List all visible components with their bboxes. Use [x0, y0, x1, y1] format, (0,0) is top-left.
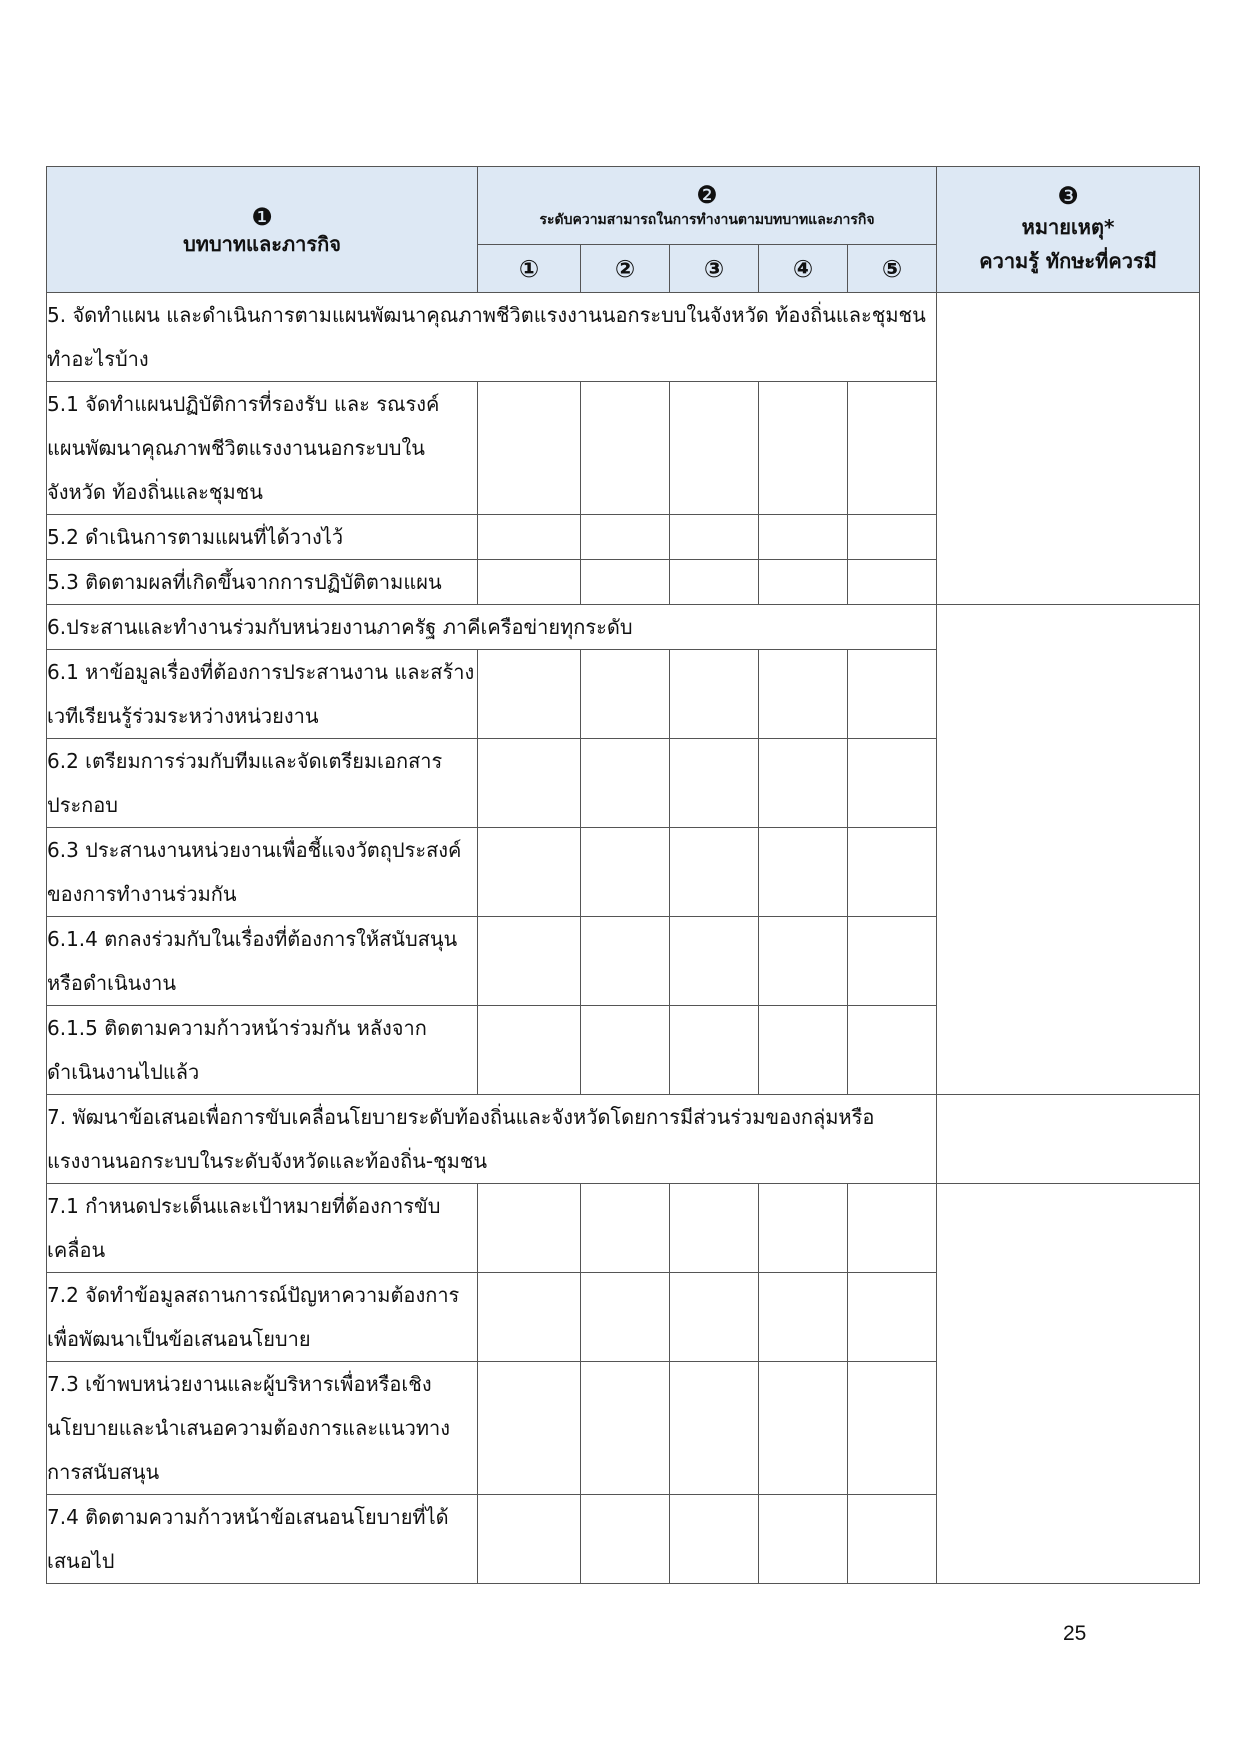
scale-level-1: ①	[478, 245, 581, 293]
rating-cell-1[interactable]	[478, 1273, 581, 1362]
remarks-subheading: ความรู้ ทักษะที่ควรมี	[979, 248, 1157, 273]
rating-cell-3[interactable]	[670, 739, 759, 828]
page-number: 25	[1063, 1622, 1087, 1645]
marker-2: ❷	[696, 181, 718, 209]
scale-level-2: ②	[581, 245, 670, 293]
rating-cell-2[interactable]	[581, 515, 670, 560]
header-roles	[47, 167, 478, 293]
rating-cell-3[interactable]	[670, 917, 759, 1006]
rating-cell-3[interactable]	[670, 515, 759, 560]
remarks-cell[interactable]	[937, 293, 1200, 605]
rating-cell-1[interactable]	[478, 1495, 581, 1584]
rating-cell-4[interactable]	[759, 650, 848, 739]
marker-1: ❶	[251, 202, 273, 231]
rating-cell-2[interactable]	[581, 560, 670, 605]
competency-assessment-table	[46, 166, 1200, 1584]
rating-cell-1[interactable]	[478, 739, 581, 828]
rating-cell-4[interactable]	[759, 1273, 848, 1362]
scale-level-3: ③	[670, 245, 759, 293]
scale-level-4: ④	[759, 245, 848, 293]
rating-cell-5[interactable]	[848, 917, 937, 1006]
rating-cell-4[interactable]	[759, 1362, 848, 1495]
rating-cell-1[interactable]	[478, 560, 581, 605]
competency-level-heading: ระดับความสามารถในการทำงานตามบทบาทและภารกิจ	[539, 212, 875, 228]
rating-cell-4[interactable]	[759, 382, 848, 515]
rating-cell-4[interactable]	[759, 1184, 848, 1273]
rating-cell-4[interactable]	[759, 1495, 848, 1584]
rating-cell-5[interactable]	[848, 1273, 937, 1362]
task-item: 6.2 เตรียมการร่วมกับทีมและจัดเตรียมเอกสารประกอบ	[47, 739, 478, 828]
task-item: 5.1 จัดทำแผนปฏิบัติการที่รองรับ และ รณรงค์แผนพัฒนาคุณภาพชีวิตแรงงานนอกระบบในจังหวัด ท้องถิ่นและชุมชน	[47, 382, 478, 515]
rating-cell-5[interactable]	[848, 1184, 937, 1273]
rating-cell-3[interactable]	[670, 1184, 759, 1273]
rating-cell-1[interactable]	[478, 917, 581, 1006]
rating-cell-5[interactable]	[848, 1006, 937, 1095]
marker-3: ❸	[1057, 181, 1079, 210]
rating-cell-3[interactable]	[670, 560, 759, 605]
rating-cell-2[interactable]	[581, 650, 670, 739]
rating-cell-2[interactable]	[581, 382, 670, 515]
task-item: 7.1 กำหนดประเด็นและเป้าหมายที่ต้องการขับเคลื่อน	[47, 1184, 478, 1273]
task-item: 7.4 ติดตามความก้าวหน้าข้อเสนอนโยบายที่ได้เสนอไป	[47, 1495, 478, 1584]
rating-cell-5[interactable]	[848, 560, 937, 605]
task-item: 6.3 ประสานงานหน่วยงานเพื่อชี้แจงวัตถุประสงค์ของการทำงานร่วมกัน	[47, 828, 478, 917]
task-item: 6.1 หาข้อมูลเรื่องที่ต้องการประสานงาน และสร้างเวทีเรียนรู้ร่วมระหว่างหน่วยงาน	[47, 650, 478, 739]
rating-cell-4[interactable]	[759, 1006, 848, 1095]
remarks-cell[interactable]	[937, 605, 1200, 1095]
rating-cell-2[interactable]	[581, 739, 670, 828]
task-item: 7.2 จัดทำข้อมูลสถานการณ์ปัญหาความต้องการเพื่อพัฒนาเป็นข้อเสนอนโยบาย	[47, 1273, 478, 1362]
rating-cell-5[interactable]	[848, 1362, 937, 1495]
rating-cell-3[interactable]	[670, 1362, 759, 1495]
remarks-heading: หมายเหตุ*	[1021, 214, 1115, 239]
rating-cell-4[interactable]	[759, 739, 848, 828]
rating-cell-1[interactable]	[478, 828, 581, 917]
rating-cell-3[interactable]	[670, 382, 759, 515]
header-remarks	[937, 167, 1200, 293]
remarks-cell[interactable]	[937, 1184, 1200, 1584]
task-item: 5.2 ดำเนินการตามแผนที่ได้วางไว้	[47, 515, 478, 560]
task-item: 6.1.5 ติดตามความก้าวหน้าร่วมกัน หลังจากดำเนินงานไปแล้ว	[47, 1006, 478, 1095]
rating-cell-1[interactable]	[478, 1006, 581, 1095]
task-item: 6.1.4 ตกลงร่วมกับในเรื่องที่ต้องการให้สนับสนุนหรือดำเนินงาน	[47, 917, 478, 1006]
section-title: 5. จัดทำแผน และดำเนินการตามแผนพัฒนาคุณภาพชีวิตแรงงานนอกระบบในจังหวัด ท้องถิ่นและชุมชนทำอะไรบ้าง	[47, 293, 937, 382]
rating-cell-1[interactable]	[478, 515, 581, 560]
rating-cell-2[interactable]	[581, 1006, 670, 1095]
rating-cell-4[interactable]	[759, 515, 848, 560]
rating-cell-2[interactable]	[581, 1362, 670, 1495]
rating-cell-2[interactable]	[581, 917, 670, 1006]
rating-cell-5[interactable]	[848, 382, 937, 515]
rating-cell-4[interactable]	[759, 917, 848, 1006]
header-competency-level	[478, 167, 937, 245]
rating-cell-1[interactable]	[478, 382, 581, 515]
section-title: 7. พัฒนาข้อเสนอเพื่อการขับเคลื่อนโยบายระดับท้องถิ่นและจังหวัดโดยการมีส่วนร่วมของกลุ่มหรือแรงงานนอกระบบในระดับจังหวัดและท้องถิ่น-ชุมชน	[47, 1095, 937, 1184]
rating-cell-2[interactable]	[581, 828, 670, 917]
scale-level-5: ⑤	[848, 245, 937, 293]
rating-cell-1[interactable]	[478, 650, 581, 739]
roles-heading: บทบาทและภารกิจ	[183, 231, 341, 256]
task-item: 7.3 เข้าพบหน่วยงานและผู้บริหารเพื่อหรือเชิงนโยบายและนำเสนอความต้องการและแนวทางการสนับสนุน	[47, 1362, 478, 1495]
rating-cell-1[interactable]	[478, 1184, 581, 1273]
rating-cell-5[interactable]	[848, 739, 937, 828]
rating-cell-5[interactable]	[848, 650, 937, 739]
rating-cell-2[interactable]	[581, 1184, 670, 1273]
rating-cell-5[interactable]	[848, 828, 937, 917]
rating-cell-5[interactable]	[848, 1495, 937, 1584]
rating-cell-1[interactable]	[478, 1362, 581, 1495]
rating-cell-3[interactable]	[670, 650, 759, 739]
section-title: 6.ประสานและทำงานร่วมกับหน่วยงานภาครัฐ ภาคีเครือข่ายทุกระดับ	[47, 605, 937, 650]
task-item: 5.3 ติดตามผลที่เกิดขึ้นจากการปฏิบัติตามแผน	[47, 560, 478, 605]
rating-cell-3[interactable]	[670, 1495, 759, 1584]
rating-cell-3[interactable]	[670, 1273, 759, 1362]
rating-cell-2[interactable]	[581, 1495, 670, 1584]
rating-cell-5[interactable]	[848, 515, 937, 560]
rating-cell-4[interactable]	[759, 828, 848, 917]
rating-cell-4[interactable]	[759, 560, 848, 605]
rating-cell-2[interactable]	[581, 1273, 670, 1362]
rating-cell-3[interactable]	[670, 1006, 759, 1095]
rating-cell-3[interactable]	[670, 828, 759, 917]
remarks-cell[interactable]	[937, 1095, 1200, 1184]
